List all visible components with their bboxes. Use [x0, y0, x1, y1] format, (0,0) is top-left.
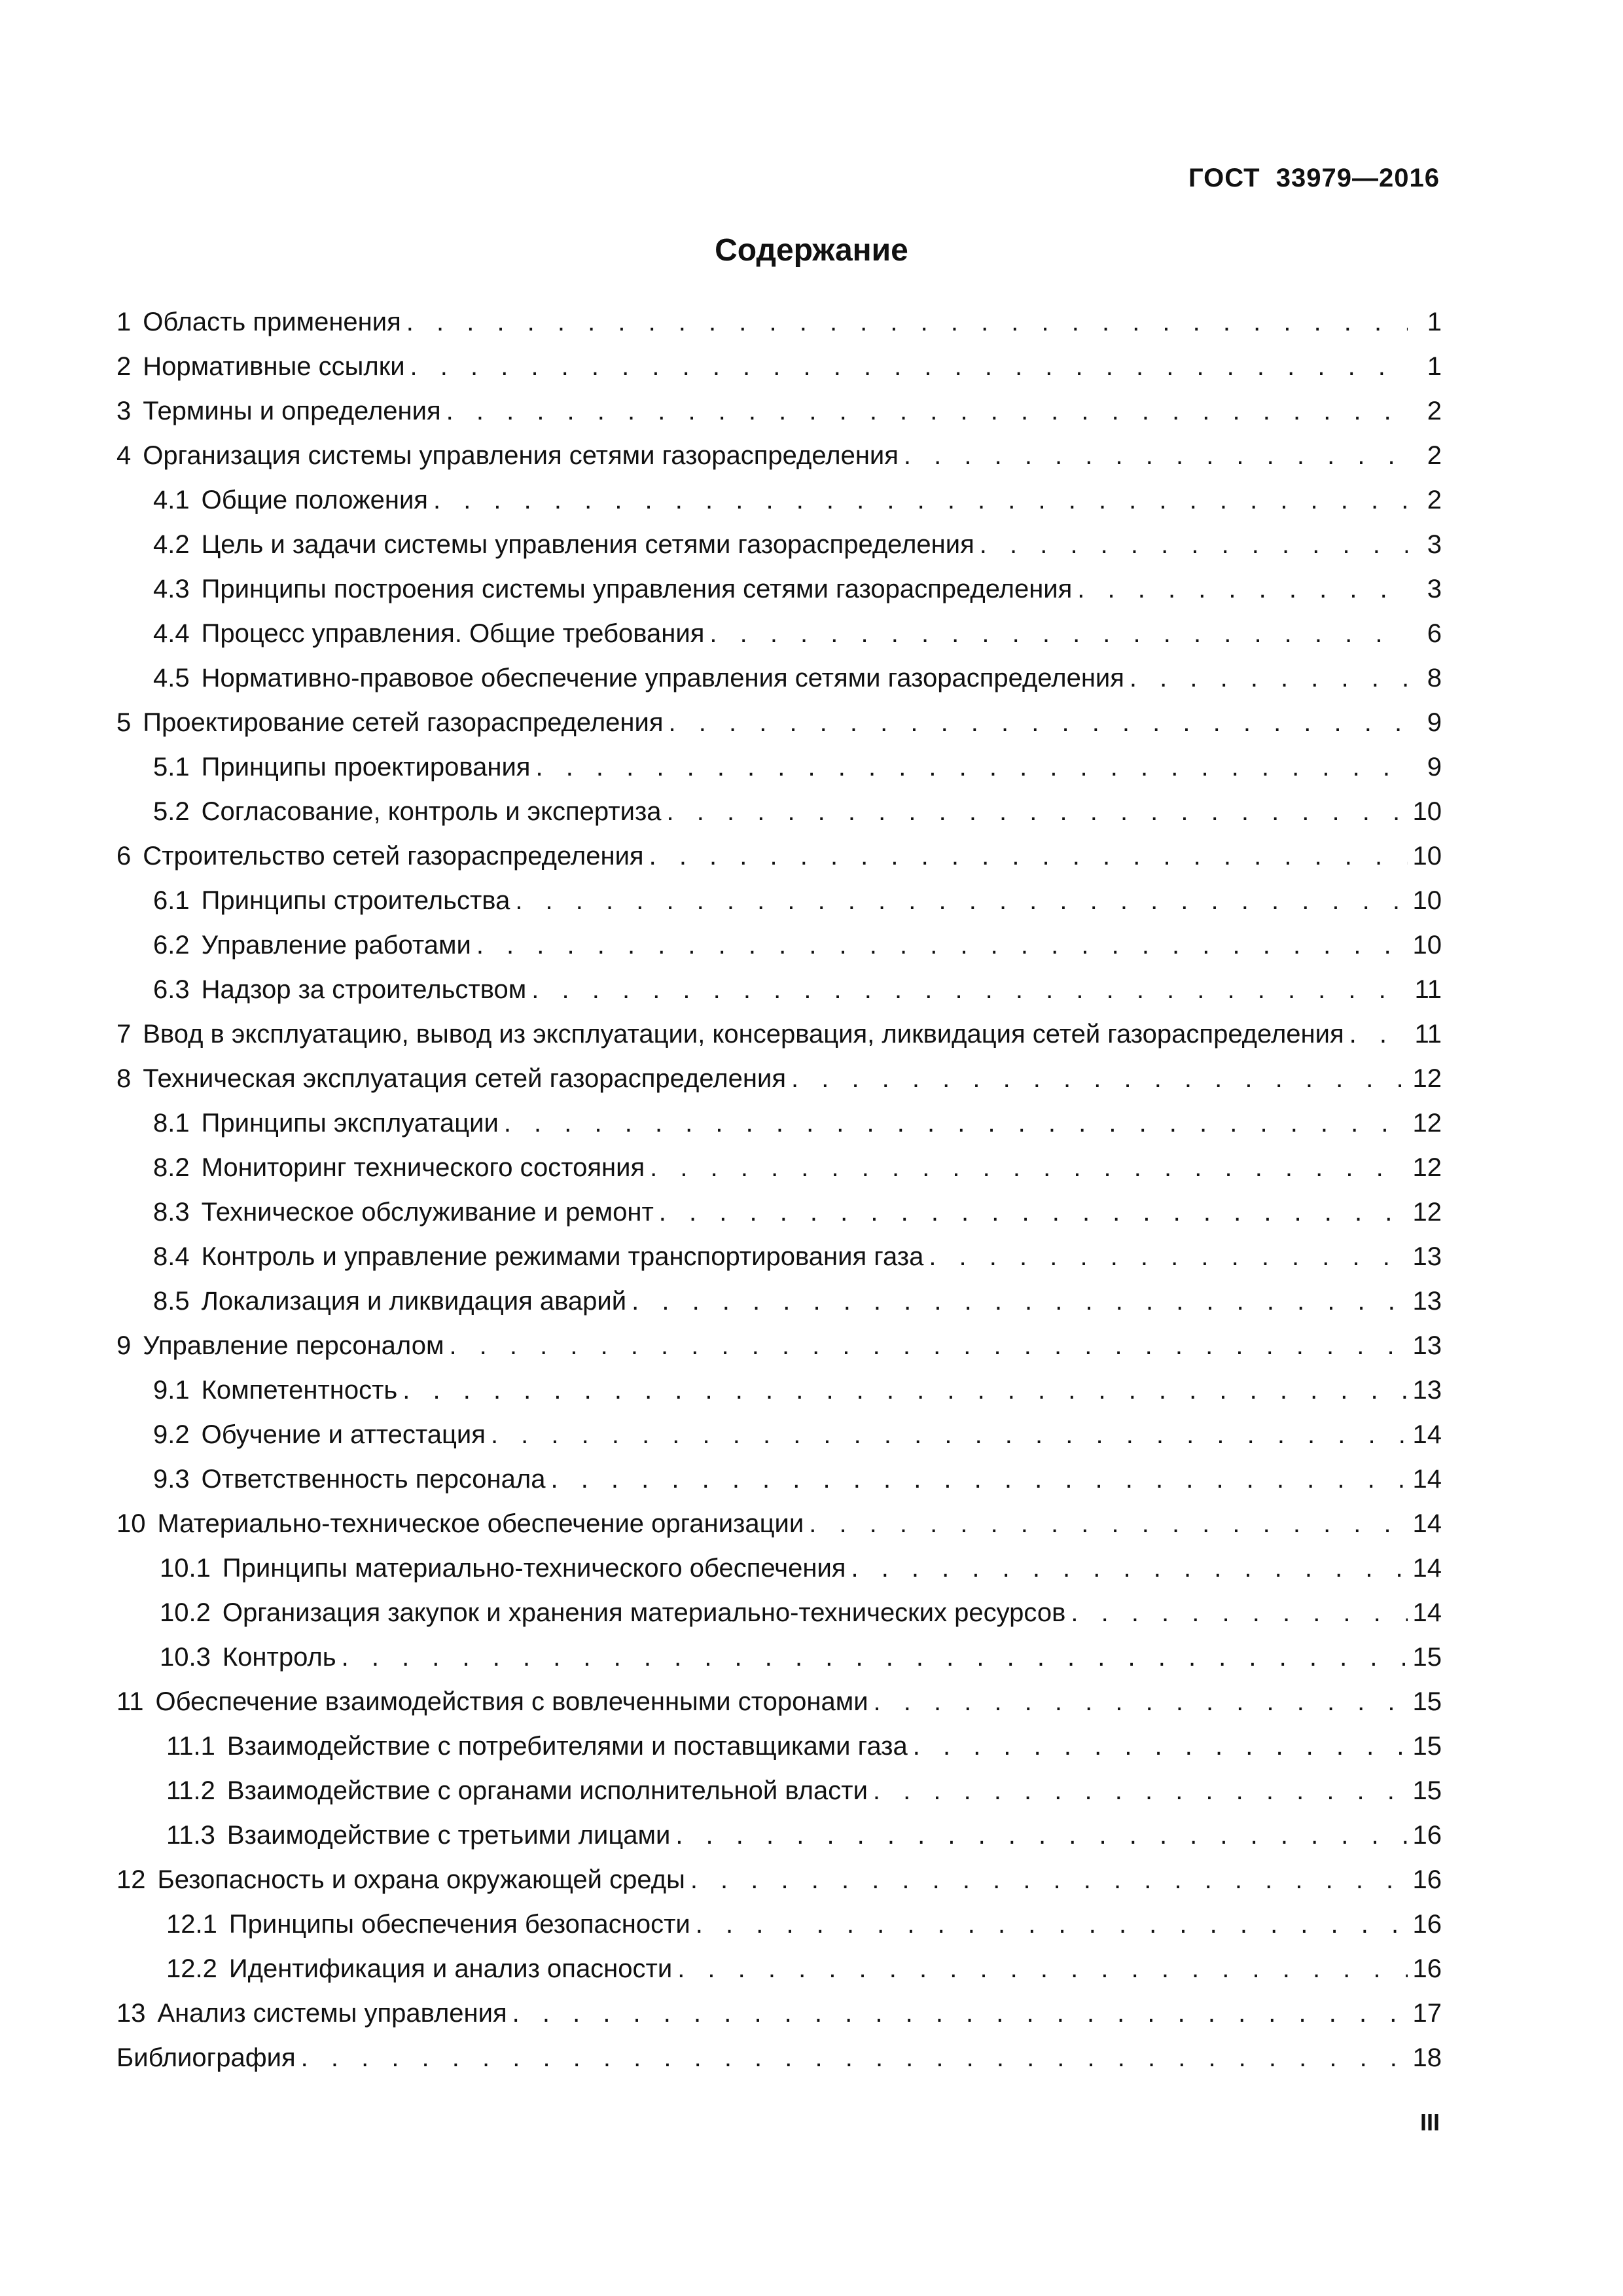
toc-entry-page: 10: [1412, 886, 1442, 915]
toc-entry-number: 6.3: [153, 975, 190, 1004]
toc-entry-page: 9: [1427, 753, 1442, 781]
toc-entry-page: 14: [1412, 1420, 1442, 1449]
table-of-contents: [116, 300, 1442, 2080]
toc-entry[interactable]: [116, 878, 1442, 923]
toc-entry-number: 8.2: [153, 1153, 190, 1182]
toc-entry[interactable]: [116, 1145, 1442, 1190]
toc-entry-page: 9: [1427, 708, 1442, 737]
toc-entry-number: 6.2: [153, 931, 190, 960]
toc-entry[interactable]: [116, 478, 1442, 522]
toc-entry[interactable]: [116, 1012, 1442, 1056]
toc-entry-number: 8.1: [153, 1109, 190, 1138]
toc-entry-number: 4.3: [153, 575, 190, 603]
toc-entry-title: Компетентность: [201, 1376, 398, 1405]
toc-entry-title: Область применения: [143, 308, 401, 336]
dot-leader: [667, 789, 1408, 834]
dot-leader: [677, 1946, 1407, 1991]
toc-entry-title: Локализация и ликвидация аварий: [201, 1287, 627, 1316]
toc-entry-page: 14: [1412, 1465, 1442, 1494]
dot-leader: [649, 834, 1408, 878]
dot-leader: [809, 1501, 1407, 1546]
toc-entry-page: 15: [1412, 1687, 1442, 1716]
toc-entry-title: Материально-техническое обеспечение организации: [157, 1509, 804, 1538]
dot-leader: [512, 1991, 1408, 2036]
toc-entry[interactable]: [116, 1323, 1442, 1368]
toc-entry-page: 14: [1412, 1509, 1442, 1538]
toc-entry-number: 8.3: [153, 1198, 190, 1227]
toc-entry-title: Взаимодействие с органами исполнительной власти: [226, 1776, 868, 1805]
toc-entry-page: 17: [1412, 1999, 1442, 2028]
toc-entry-title: Организация закупок и хранения материально-технических ресурсов: [222, 1598, 1066, 1627]
toc-entry[interactable]: [116, 1590, 1442, 1635]
toc-entry-page: 6: [1427, 619, 1442, 648]
toc-entry-title: Согласование, контроль и экспертиза: [201, 797, 662, 826]
toc-entry-page: 12: [1412, 1198, 1442, 1227]
dot-leader: [342, 1635, 1408, 1679]
toc-entry-page: 14: [1412, 1598, 1442, 1627]
toc-entry-title: Контроль и управление режимами транспортирования газа: [201, 1242, 924, 1271]
toc-entry-number: 8: [116, 1064, 132, 1093]
toc-entry-title: Ввод в эксплуатацию, вывод из эксплуатации, консервация, ликвидация сетей газораспределения: [143, 1020, 1344, 1049]
dot-leader: [504, 1101, 1408, 1145]
toc-entry[interactable]: [116, 1546, 1442, 1590]
toc-entry-title: Принципы строительства: [201, 886, 510, 915]
toc-entry-title: Мониторинг технического состояния: [201, 1153, 645, 1182]
toc-entry-page: 10: [1412, 931, 1442, 960]
dot-leader: [433, 478, 1408, 522]
toc-entry-number: 10.2: [160, 1598, 211, 1627]
dot-leader: [632, 1279, 1407, 1323]
dot-leader: [675, 1813, 1407, 1857]
toc-entry-number: 8.5: [153, 1287, 190, 1316]
dot-leader: [406, 300, 1408, 344]
dot-leader: [929, 1234, 1407, 1279]
toc-entry[interactable]: [116, 300, 1442, 344]
toc-entry[interactable]: [116, 1724, 1442, 1768]
toc-entry-page: 16: [1412, 1865, 1442, 1894]
toc-entry-title: Нормативно-правовое обеспечение управления сетями газораспределения: [201, 664, 1124, 692]
toc-entry-number: 2: [116, 352, 132, 381]
toc-entry[interactable]: [116, 1635, 1442, 1679]
toc-entry-page: 2: [1427, 441, 1442, 470]
dot-leader: [535, 745, 1408, 789]
toc-entry-page: 10: [1412, 842, 1442, 870]
toc-entry-number: 5: [116, 708, 132, 737]
toc-entry-number: 10.3: [160, 1643, 211, 1672]
toc-entry-title: Взаимодействие с потребителями и поставщиками газа: [226, 1732, 908, 1761]
toc-entry-title: Цель и задачи системы управления сетями газораспределения: [201, 530, 974, 559]
toc-entry-title: Идентификация и анализ опасности: [228, 1954, 673, 1983]
toc-entry[interactable]: [116, 745, 1442, 789]
toc-entry-title: Термины и определения: [143, 397, 441, 425]
toc-entry[interactable]: [116, 1412, 1442, 1457]
dot-leader: [402, 1368, 1407, 1412]
toc-entry-number: 4.4: [153, 619, 190, 648]
toc-entry-page: 13: [1412, 1242, 1442, 1271]
toc-entry-title: Техническое обслуживание и ремонт: [201, 1198, 654, 1227]
toc-entry-page: 13: [1412, 1376, 1442, 1405]
toc-entry-title: Проектирование сетей газораспределения: [143, 708, 664, 737]
toc-entry[interactable]: [116, 1457, 1442, 1501]
toc-entry-page: 12: [1412, 1153, 1442, 1182]
dot-leader: [1077, 567, 1408, 611]
toc-entry-page: 12: [1412, 1109, 1442, 1138]
dot-leader: [449, 1323, 1407, 1368]
toc-entry-page: 2: [1427, 397, 1442, 425]
toc-entry-page: 16: [1412, 1910, 1442, 1939]
toc-entry-title: Безопасность и охрана окружающей среды: [157, 1865, 685, 1894]
dot-leader: [301, 2036, 1408, 2080]
toc-entry-page: 3: [1427, 575, 1442, 603]
toc-entry-number: 10.1: [160, 1554, 211, 1583]
toc-entry-number: 6: [116, 842, 132, 870]
toc-entry-title: Анализ системы управления: [157, 1999, 507, 2028]
toc-entry[interactable]: [116, 967, 1442, 1012]
toc-entry-number: 11: [116, 1687, 144, 1716]
toc-entry-page: 14: [1412, 1554, 1442, 1583]
dot-leader: [904, 433, 1408, 478]
toc-entry-page: 10: [1412, 797, 1442, 826]
toc-entry-page: 18: [1412, 2043, 1442, 2072]
dot-leader: [550, 1457, 1407, 1501]
toc-entry[interactable]: [116, 1501, 1442, 1546]
toc-entry-title: Принципы эксплуатации: [201, 1109, 499, 1138]
toc-entry-title: Взаимодействие с третьими лицами: [226, 1821, 671, 1850]
toc-entry-page: 13: [1412, 1287, 1442, 1316]
toc-entry-number: 9: [116, 1331, 132, 1360]
toc-entry-number: 6.1: [153, 886, 190, 915]
toc-entry-number: 11.1: [166, 1732, 215, 1761]
dot-leader: [1130, 656, 1408, 700]
dot-leader: [1349, 1012, 1408, 1056]
toc-entry-number: 7: [116, 1020, 132, 1049]
toc-entry-title: Техническая эксплуатация сетей газораспределения: [143, 1064, 786, 1093]
dot-leader: [791, 1056, 1408, 1101]
dot-leader: [650, 1145, 1407, 1190]
standard-designation: ГОСТ 33979—2016: [1188, 164, 1440, 192]
toc-entry-number: 9.3: [153, 1465, 190, 1494]
toc-entry-title: Принципы материально-технического обеспечения: [222, 1554, 846, 1583]
toc-entry-number: 10: [116, 1509, 146, 1538]
toc-entry[interactable]: [116, 834, 1442, 878]
toc-entry-page: 16: [1412, 1821, 1442, 1850]
dot-leader: [410, 344, 1408, 389]
toc-entry[interactable]: [116, 433, 1442, 478]
dot-leader: [873, 1768, 1408, 1813]
toc-entry[interactable]: [116, 522, 1442, 567]
dot-leader: [690, 1857, 1408, 1902]
toc-entry[interactable]: [116, 344, 1442, 389]
dot-leader: [515, 878, 1407, 923]
toc-entry-number: 4: [116, 441, 132, 470]
toc-entry-page: 13: [1412, 1331, 1442, 1360]
toc-entry-page: 15: [1412, 1643, 1442, 1672]
toc-entry-number: 12.1: [166, 1910, 217, 1939]
toc-entry[interactable]: [116, 1279, 1442, 1323]
dot-leader: [659, 1190, 1408, 1234]
toc-entry-title: Библиография: [116, 2043, 296, 2072]
toc-entry-number: 12: [116, 1865, 146, 1894]
toc-entry[interactable]: [116, 1056, 1442, 1101]
toc-entry-title: Принципы обеспечения безопасности: [228, 1910, 690, 1939]
toc-entry-page: 1: [1427, 308, 1442, 336]
toc-entry-page: 12: [1412, 1064, 1442, 1093]
toc-entry-title: Строительство сетей газораспределения: [143, 842, 644, 870]
dot-leader: [696, 1902, 1408, 1946]
dot-leader: [980, 522, 1408, 567]
toc-entry-page: 11: [1414, 975, 1442, 1004]
toc-entry-title: Обеспечение взаимодействия с вовлеченными сторонами: [155, 1687, 868, 1716]
toc-entry-title: Контроль: [222, 1643, 336, 1672]
toc-entry-number: 9.2: [153, 1420, 190, 1449]
toc-entry[interactable]: [116, 1768, 1442, 1813]
dot-leader: [874, 1679, 1408, 1724]
toc-entry-page: 16: [1412, 1954, 1442, 1983]
toc-entry-title: Нормативные ссылки: [143, 352, 405, 381]
toc-entry-title: Принципы проектирования: [201, 753, 531, 781]
toc-entry-page: 8: [1427, 664, 1442, 692]
toc-entry-page: 15: [1412, 1732, 1442, 1761]
page-title: Содержание: [715, 233, 908, 268]
toc-entry-title: Процесс управления. Общие требования: [201, 619, 705, 648]
toc-entry[interactable]: [116, 1991, 1442, 2036]
toc-entry-number: 11.3: [166, 1821, 215, 1850]
toc-entry[interactable]: [116, 1946, 1442, 1991]
toc-entry-number: 9.1: [153, 1376, 190, 1405]
toc-entry[interactable]: [116, 1234, 1442, 1279]
toc-entry-number: 13: [116, 1999, 146, 2028]
toc-entry[interactable]: [116, 1190, 1442, 1234]
toc-entry[interactable]: [116, 389, 1442, 433]
dot-leader: [709, 611, 1408, 656]
toc-entry[interactable]: [116, 656, 1442, 700]
toc-entry-title: Управление персоналом: [143, 1331, 444, 1360]
toc-entry-title: Ответственность персонала: [201, 1465, 546, 1494]
toc-entry[interactable]: [116, 611, 1442, 656]
toc-entry[interactable]: [116, 1368, 1442, 1412]
toc-entry-title: Управление работами: [201, 931, 471, 960]
toc-entry[interactable]: [116, 1902, 1442, 1946]
toc-entry-page: 3: [1427, 530, 1442, 559]
toc-entry[interactable]: [116, 2036, 1442, 2080]
dot-leader: [1071, 1590, 1407, 1635]
toc-entry-title: Надзор за строительством: [201, 975, 527, 1004]
toc-entry-number: 3: [116, 397, 132, 425]
toc-entry[interactable]: [116, 700, 1442, 745]
dot-leader: [446, 389, 1408, 433]
toc-entry-number: 1: [116, 308, 132, 336]
toc-entry[interactable]: [116, 1857, 1442, 1902]
toc-entry[interactable]: [116, 1101, 1442, 1145]
toc-entry-number: 4.5: [153, 664, 190, 692]
dot-leader: [913, 1724, 1408, 1768]
toc-entry-number: 5.2: [153, 797, 190, 826]
toc-entry-title: Обучение и аттестация: [201, 1420, 486, 1449]
dot-leader: [491, 1412, 1408, 1457]
dot-leader: [531, 967, 1408, 1012]
dot-leader: [669, 700, 1408, 745]
toc-entry-title: Организация системы управления сетями газораспределения: [143, 441, 899, 470]
toc-entry[interactable]: [116, 1679, 1442, 1724]
page-number: III: [1419, 2109, 1440, 2136]
toc-entry[interactable]: [116, 567, 1442, 611]
toc-entry-page: 1: [1427, 352, 1442, 381]
toc-entry-number: 8.4: [153, 1242, 190, 1271]
toc-entry-number: 5.1: [153, 753, 190, 781]
toc-entry-number: 12.2: [166, 1954, 217, 1983]
toc-entry[interactable]: [116, 1813, 1442, 1857]
toc-entry-page: 2: [1427, 486, 1442, 514]
toc-entry-title: Общие положения: [201, 486, 428, 514]
toc-entry-title: Принципы построения системы управления сетями газораспределения: [201, 575, 1073, 603]
toc-entry[interactable]: [116, 923, 1442, 967]
toc-entry-page: 11: [1414, 1020, 1442, 1049]
toc-entry-page: 15: [1412, 1776, 1442, 1805]
dot-leader: [851, 1546, 1407, 1590]
toc-entry-number: 11.2: [166, 1776, 215, 1805]
toc-entry-number: 4.2: [153, 530, 190, 559]
toc-entry-number: 4.1: [153, 486, 190, 514]
dot-leader: [476, 923, 1408, 967]
toc-entry[interactable]: [116, 789, 1442, 834]
